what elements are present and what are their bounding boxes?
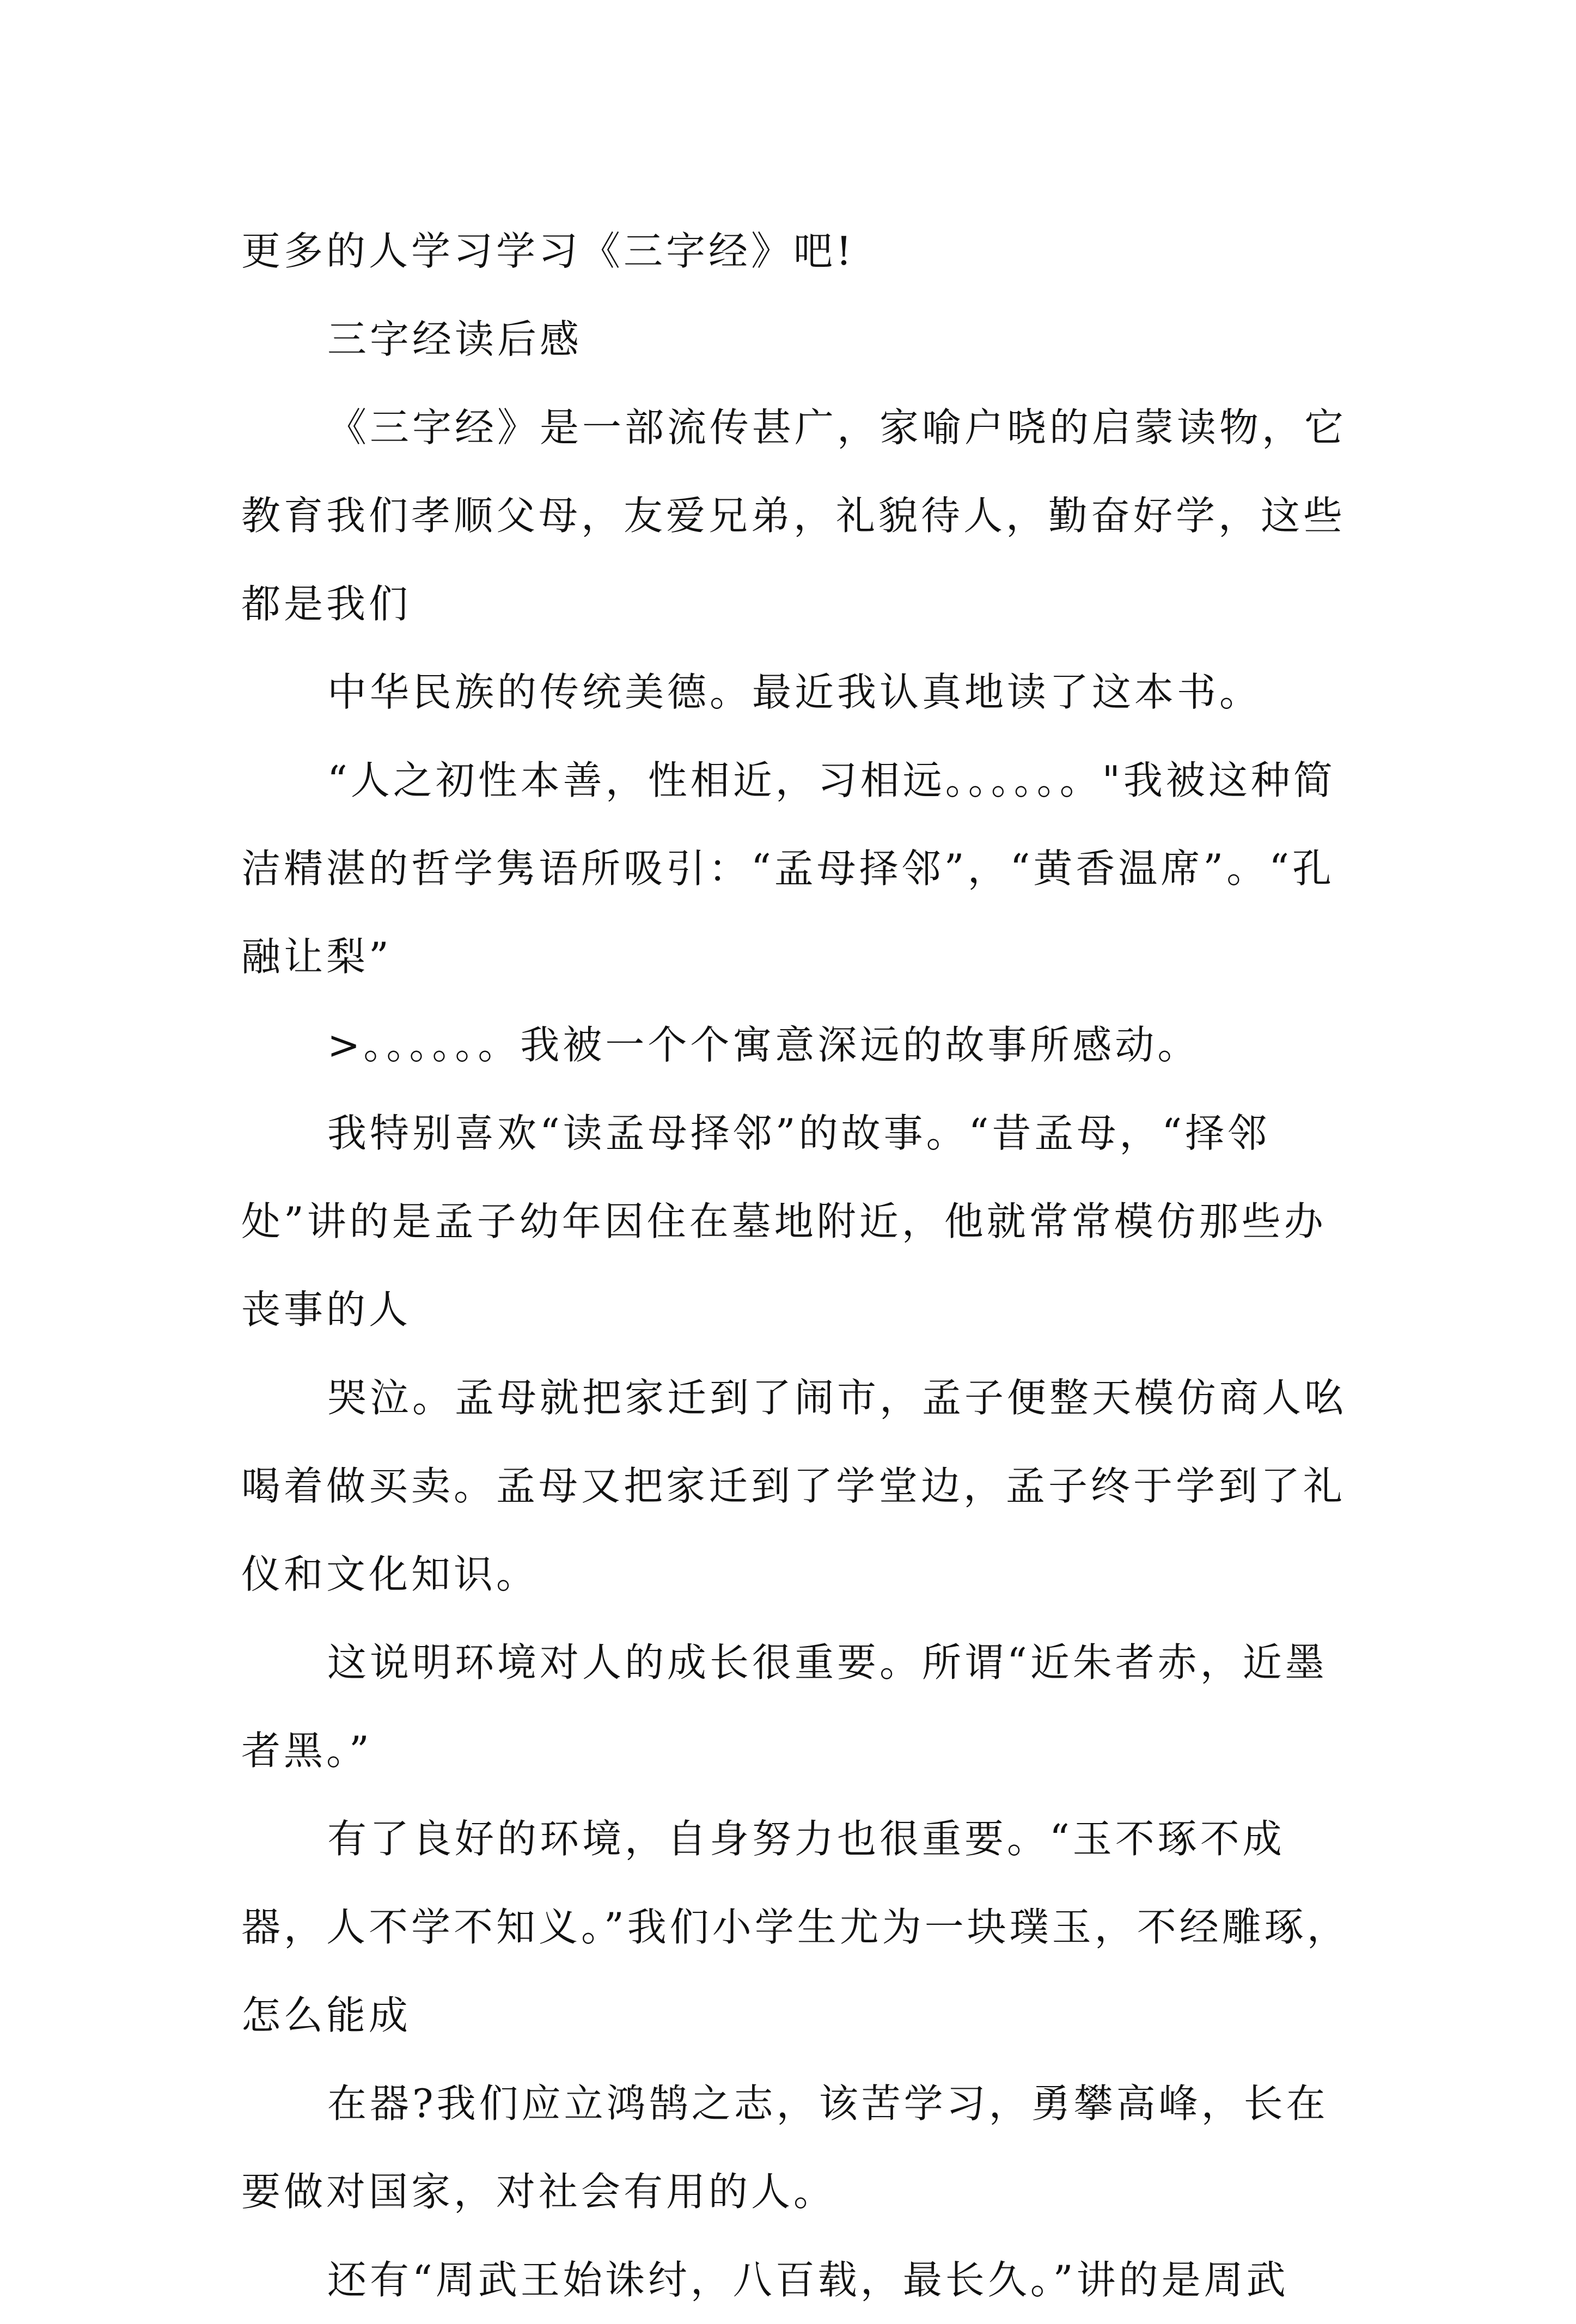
essay-title: 三字经读后感 bbox=[327, 316, 583, 362]
paragraph-environment: 这说明环境对人的成长很重要。所谓“近朱者赤，近墨者黑。” bbox=[241, 1640, 1328, 1773]
paragraph-virtues: 中华民族的传统美德。最近我认真地读了这本书。 bbox=[327, 669, 1262, 715]
paragraph-ambition: 在器?我们应立鸿鹄之志，该苦学习，勇攀高峰，长在要做对国家，对社会有用的人。 bbox=[241, 2081, 1329, 2215]
document-body bbox=[241, 207, 1352, 2324]
paragraph-moving: 哭泣。孟母就把家迁到了闹市，孟子便整天模仿商人吆喝着做买卖。孟母又把家迁到了学堂边，孟子终于学到了礼仪和文化知识。 bbox=[241, 1375, 1347, 1597]
paragraph-stories: >。。。。。。我被一个个寓意深远的故事所感动。 bbox=[327, 1022, 1200, 1068]
paragraph-mencius: 我特别喜欢“读孟母择邻”的故事。“昔孟母，“择邻处”讲的是孟子幼年因住在墓地附近，他就常常模仿那些办丧事的人 bbox=[241, 1110, 1327, 1332]
paragraph-intro: 《三字经》是一部流传甚广，家喻户晓的启蒙读物，它教育我们孝顺父母，友爱兄弟，礼貌待人，勤奋好学，这些都是我们 bbox=[241, 405, 1347, 627]
paragraph-effort: 有了良好的环境，自身努力也很重要。“玉不琢不成器，人不学不知义。”我们小学生尤为一块璞玉，不经雕琢，怎么能成 bbox=[241, 1816, 1349, 2038]
paragraph-continuation: 更多的人学习学习《三字经》吧! bbox=[241, 228, 855, 274]
paragraph-quote: “人之初性本善，性相近，习相远。。。。。。"我被这种简洁精湛的哲学隽语所吸引：“孟母择邻”，“黄香温席”。“孔融让梨” bbox=[241, 757, 1336, 980]
paragraph-zhou: 还有“周武王始诛纣，八百载，最长久。”讲的是周武 bbox=[327, 2257, 1289, 2303]
